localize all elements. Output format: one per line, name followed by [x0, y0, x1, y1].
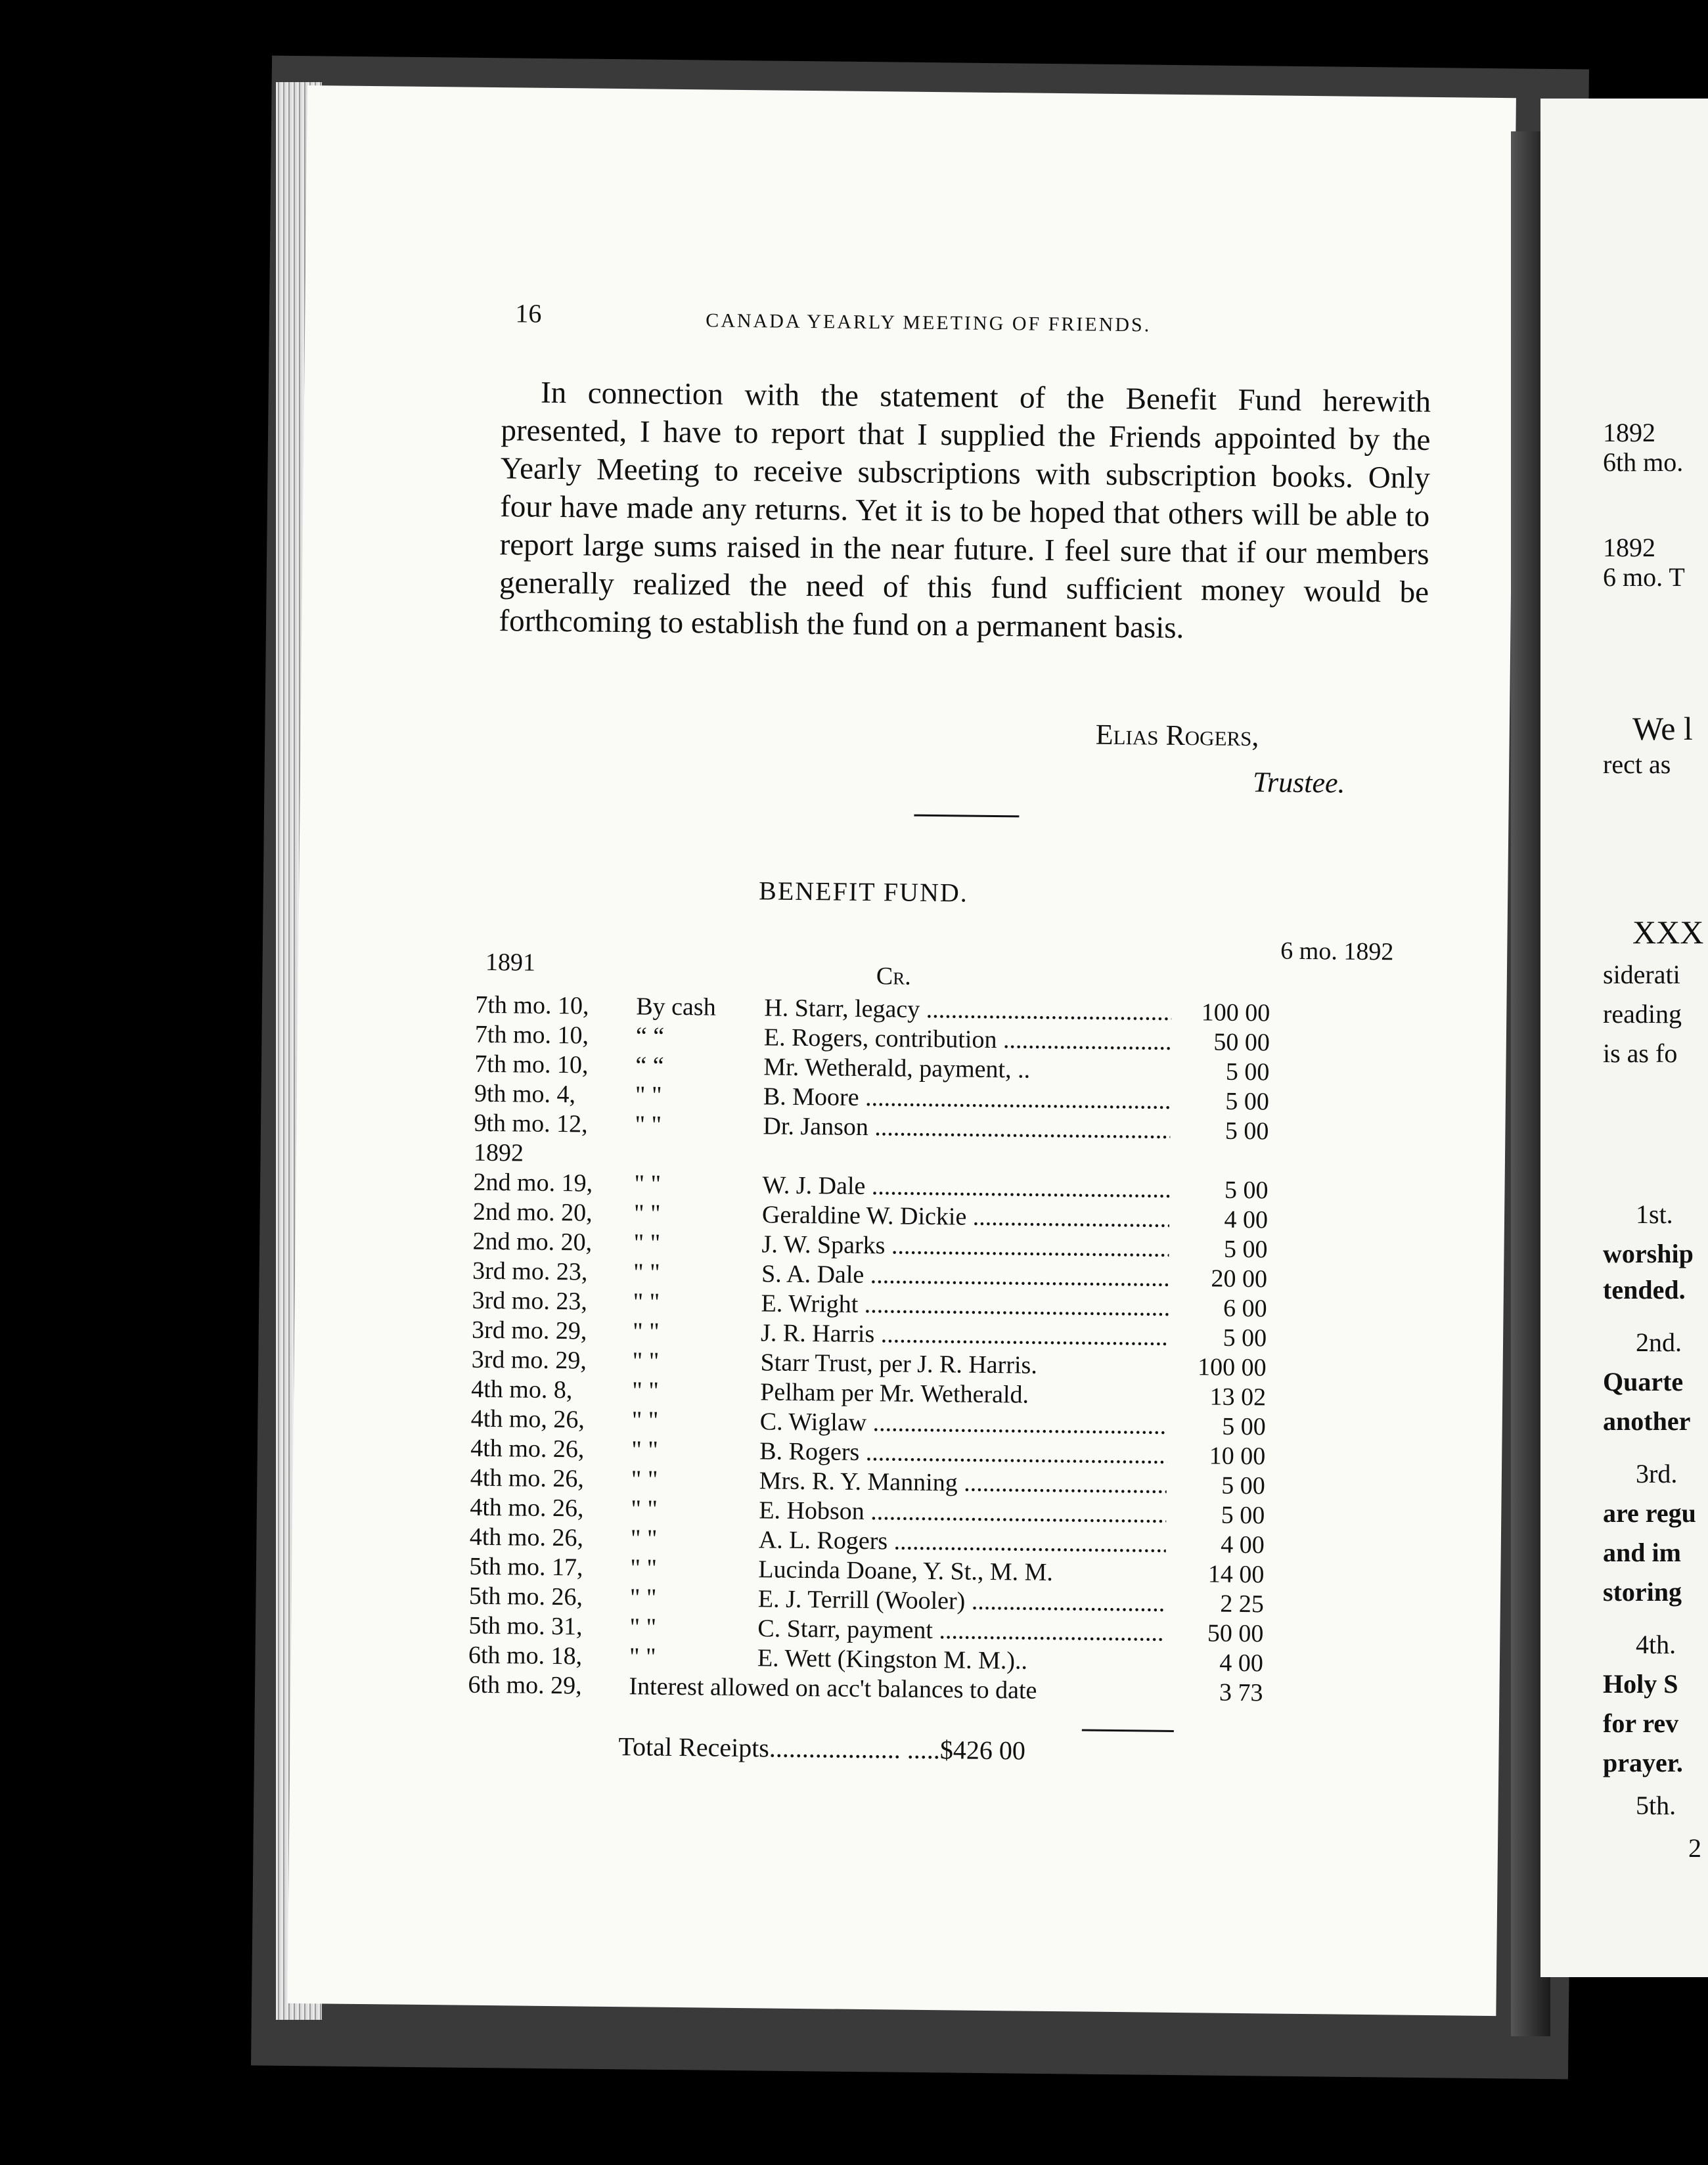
right-page-line: We l — [1632, 710, 1693, 747]
running-head: CANADA YEARLY MEETING OF FRIENDS. — [706, 309, 1152, 336]
right-page-line: 6 mo. T — [1603, 562, 1685, 592]
right-page-line: are regu — [1603, 1498, 1696, 1528]
total-leader: .................... ..... — [769, 1733, 941, 1765]
report-paragraph: In connection with the statement of the Benefit Fund herewith presented, I have to report that I supplied the Friends appointed by the Yearly Meeting to receive subscriptions with subscription books. Only four have made any returns. Yet it is to be hoped that others will be able to report large sums raised in the near future. I feel sure that if our members generally realized the need of this fund sufficient money would be forthcoming to establish the fund on a permanent basis. — [499, 375, 1431, 646]
right-page — [1540, 99, 1708, 1977]
right-page-line: is as fo — [1603, 1038, 1678, 1068]
right-page-line: and im — [1603, 1538, 1681, 1567]
total-receipts — [618, 1731, 1025, 1766]
right-page-line: XXX — [1632, 914, 1704, 950]
page-number: 16 — [515, 298, 542, 328]
total-rule — [1082, 1729, 1174, 1731]
left-page — [287, 85, 1516, 2016]
fund-title: BENEFIT FUND. — [758, 876, 969, 908]
ledger-table — [468, 991, 1270, 1707]
total-label: Total Receipts — [618, 1731, 770, 1763]
right-page-line: 4th. — [1636, 1630, 1676, 1659]
right-page-line: 1892 — [1603, 418, 1655, 447]
right-page-line: 2 — [1688, 1833, 1701, 1863]
signature-title: Trustee. — [1252, 766, 1345, 799]
right-page-line: Holy S — [1603, 1669, 1678, 1699]
right-page-line: another — [1603, 1406, 1691, 1436]
right-page-line: prayer. — [1603, 1748, 1683, 1777]
right-page-line: siderati — [1603, 960, 1680, 989]
right-page-line: 6th mo. — [1603, 447, 1684, 477]
section-divider — [914, 815, 1019, 818]
total-amount: $426 00 — [939, 1735, 1026, 1766]
signature-name: Elias Rogers, — [1095, 718, 1259, 753]
year-1891: 1891 — [485, 948, 536, 977]
right-page-line: 1892 — [1603, 533, 1655, 562]
right-page-line: tended. — [1603, 1275, 1686, 1305]
right-page-line: worship — [1603, 1239, 1694, 1268]
right-page-line: Quarte — [1603, 1367, 1684, 1396]
right-page-line: 5th. — [1636, 1791, 1676, 1820]
right-page-line: reading — [1603, 999, 1682, 1029]
right-page-line: rect as — [1603, 749, 1671, 779]
right-page-line: storing — [1603, 1577, 1682, 1607]
column-date: 6 mo. 1892 — [1280, 937, 1394, 966]
right-page-line: 3rd. — [1636, 1459, 1678, 1488]
right-page-line: 2nd. — [1636, 1328, 1682, 1357]
credit-label: Cr. — [876, 962, 911, 991]
right-page-line: for rev — [1603, 1708, 1679, 1738]
right-page-line: 1st. — [1636, 1199, 1673, 1229]
